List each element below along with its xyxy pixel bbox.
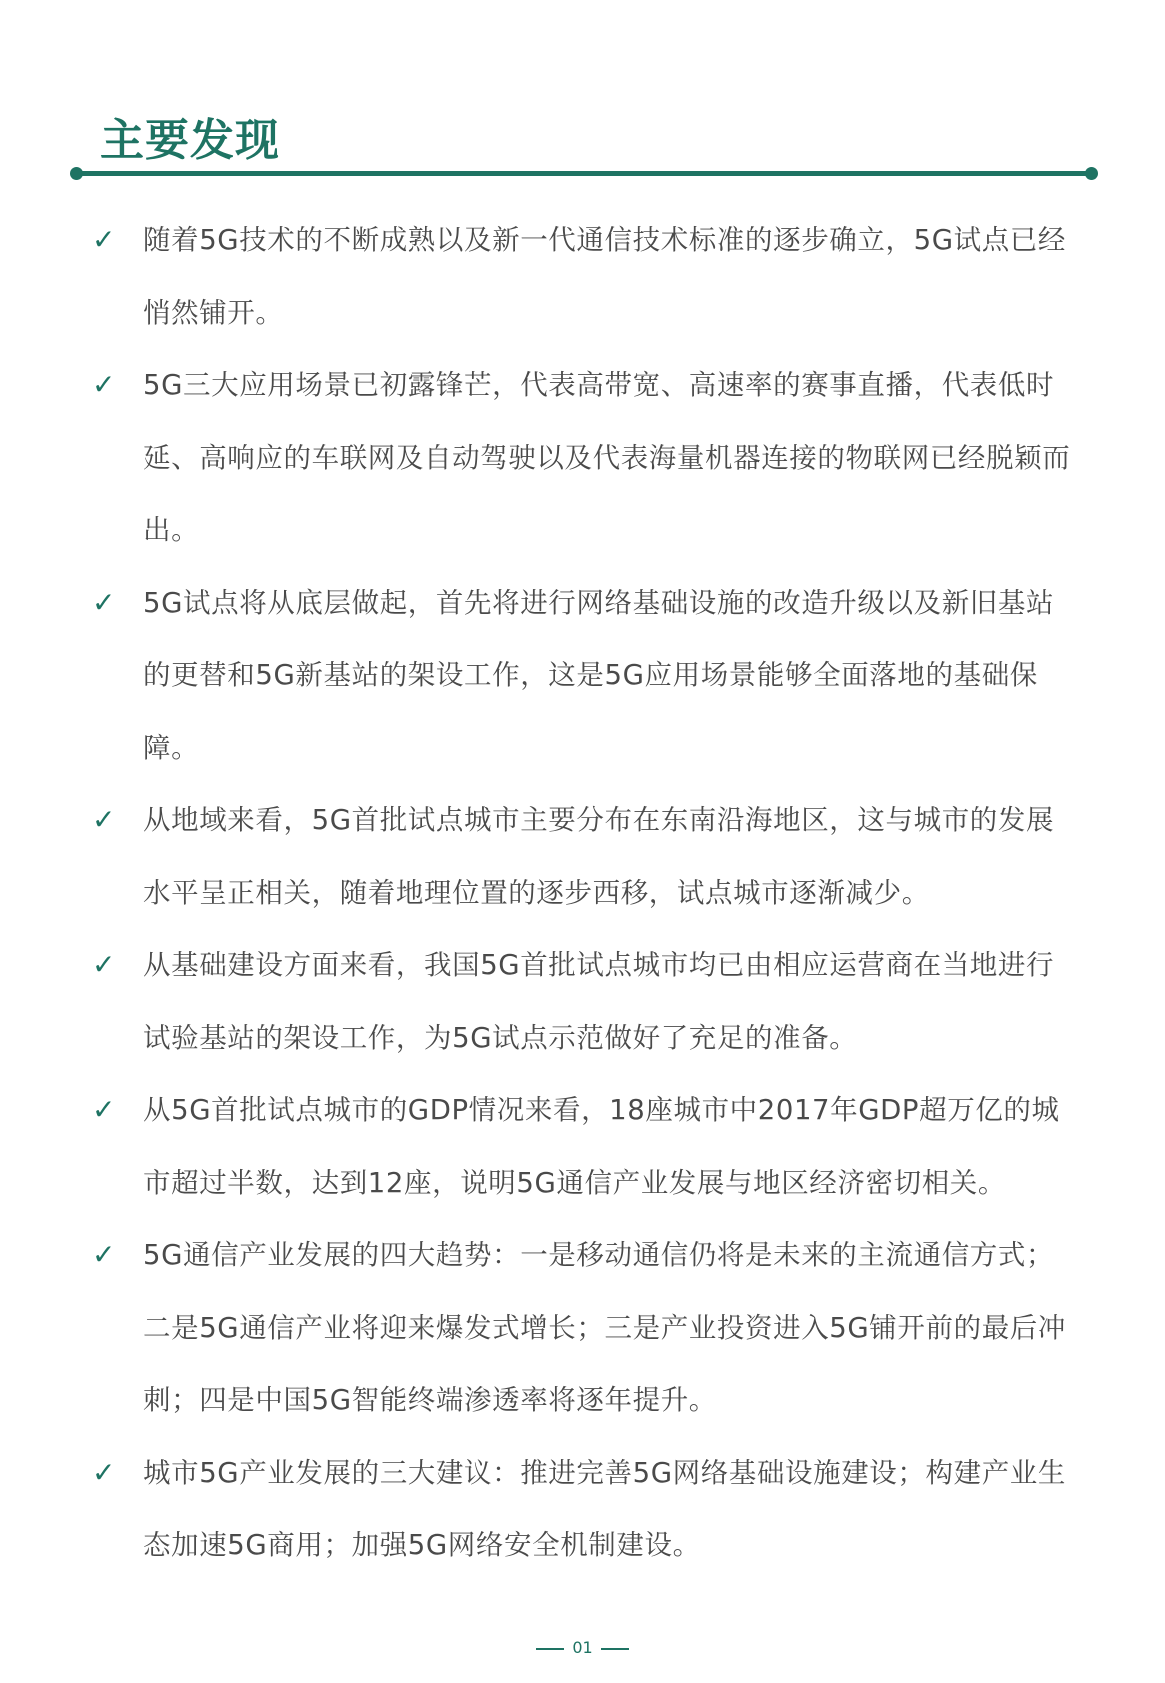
divider-right-dot xyxy=(1085,167,1098,180)
finding-item xyxy=(92,1074,1074,1219)
finding-item xyxy=(92,784,1074,929)
finding-item xyxy=(92,567,1074,785)
check-icon: ✓ xyxy=(92,223,117,256)
finding-item xyxy=(92,204,1074,349)
check-icon: ✓ xyxy=(92,1093,117,1126)
finding-item xyxy=(92,929,1074,1074)
page-number xyxy=(0,1638,1165,1658)
page-number-right-dash xyxy=(601,1648,629,1650)
finding-text: 随着5G技术的不断成熟以及新一代通信技术标准的逐步确立，5G试点已经悄然铺开。 xyxy=(143,224,1067,329)
finding-text: 从地域来看，5G首批试点城市主要分布在东南沿海地区，这与城市的发展水平呈正相关，随着地理位置的逐步西移，试点城市逐渐减少。 xyxy=(143,804,1055,909)
divider-left-dot xyxy=(70,167,83,180)
finding-text: 从5G首批试点城市的GDP情况来看，18座城市中2017年GDP超万亿的城市超过半数，达到12座，说明5G通信产业发展与地区经济密切相关。 xyxy=(143,1094,1060,1199)
page-number-left-dash xyxy=(536,1648,564,1650)
check-icon: ✓ xyxy=(92,948,117,981)
finding-item xyxy=(92,349,1074,567)
finding-item xyxy=(92,1219,1074,1437)
check-icon: ✓ xyxy=(92,368,117,401)
check-icon: ✓ xyxy=(92,1238,117,1271)
finding-text: 5G三大应用场景已初露锋芒，代表高带宽、高速率的赛事直播，代表低时延、高响应的车联网及自动驾驶以及代表海量机器连接的物联网已经脱颖而出。 xyxy=(143,369,1071,546)
findings-list xyxy=(92,204,1092,1582)
finding-text: 城市5G产业发展的三大建议：推进完善5G网络基础设施建设；构建产业生态加速5G商用；加强5G网络安全机制建设。 xyxy=(143,1456,1067,1561)
title-divider xyxy=(76,171,1092,176)
finding-text: 5G试点将从底层做起，首先将进行网络基础设施的改造升级以及新旧基站的更替和5G新基站的架设工作，这是5G应用场景能够全面落地的基础保障。 xyxy=(143,586,1055,764)
finding-text: 5G通信产业发展的四大趋势：一是移动通信仍将是未来的主流通信方式；二是5G通信产业将迎来爆发式增长；三是产业投资进入5G铺开前的最后冲刺；四是中国5G智能终端渗透率将逐年提升。 xyxy=(143,1239,1067,1416)
finding-text: 从基础建设方面来看，我国5G首批试点城市均已由相应运营商在当地进行试验基站的架设工作，为5G试点示范做好了充足的准备。 xyxy=(143,949,1055,1054)
page-title: 主要发现 xyxy=(100,115,280,166)
check-icon: ✓ xyxy=(92,803,117,836)
page-number-label: 01 xyxy=(572,1638,593,1657)
finding-item xyxy=(92,1437,1074,1582)
check-icon: ✓ xyxy=(92,1455,117,1489)
check-icon: ✓ xyxy=(92,585,117,619)
